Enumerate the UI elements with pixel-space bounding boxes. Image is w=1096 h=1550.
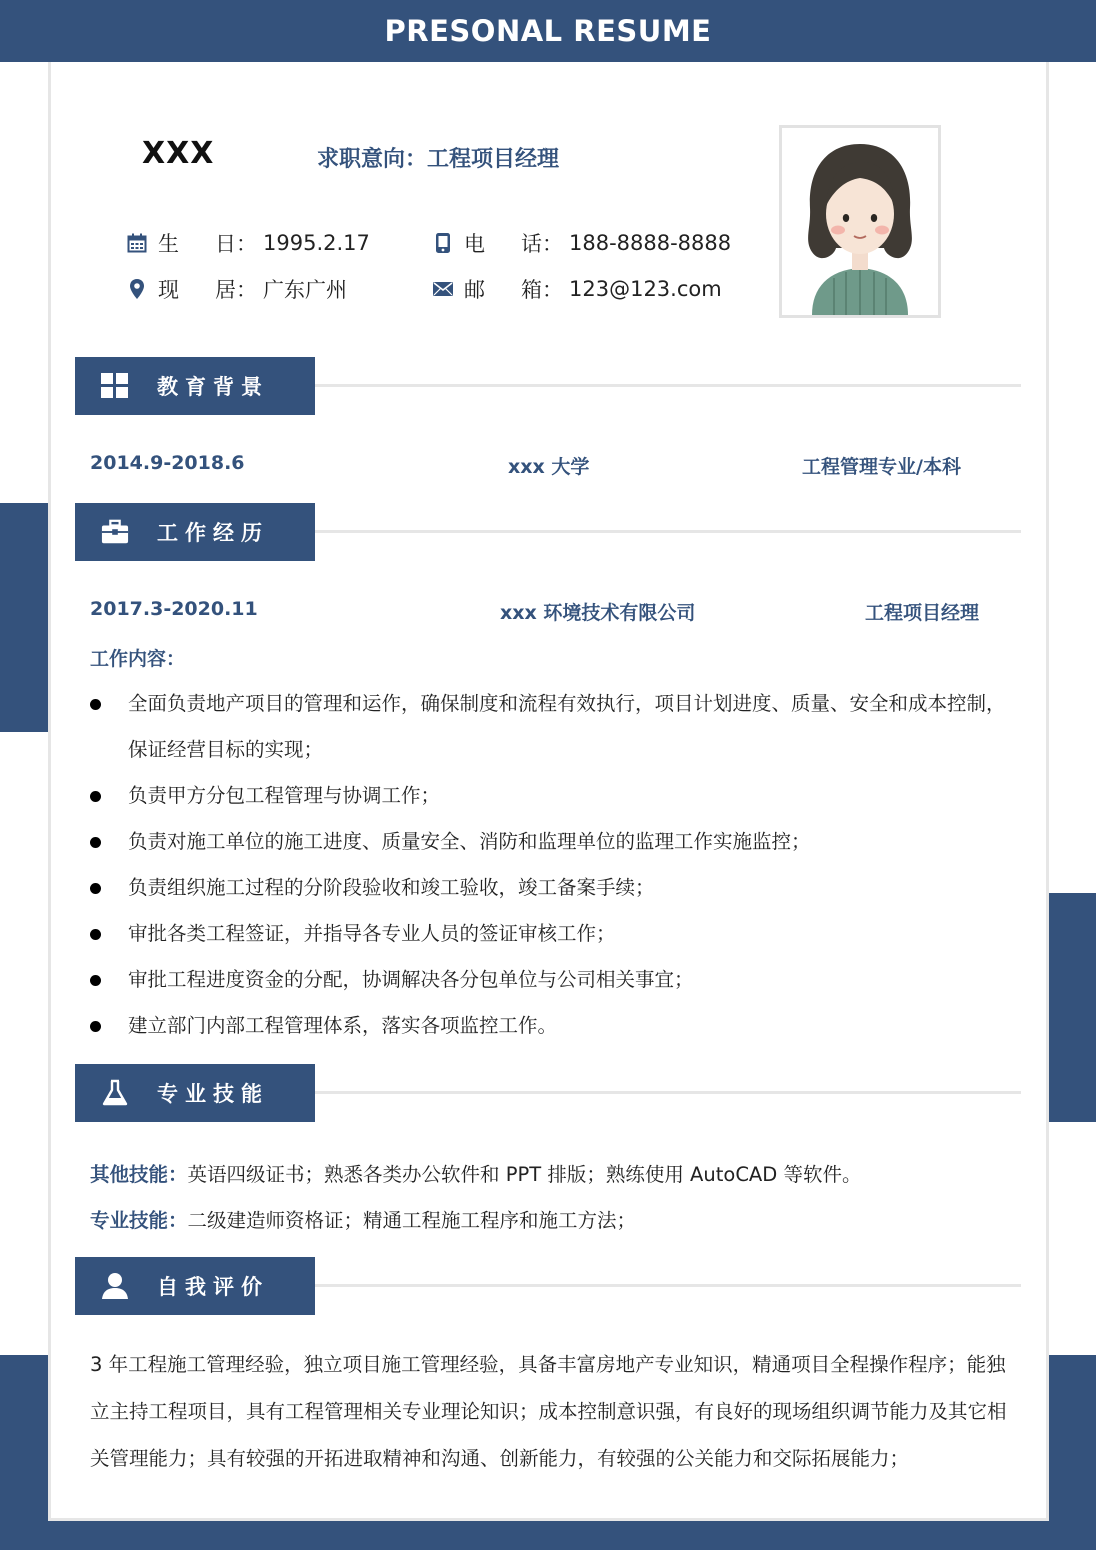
flask-icon — [101, 1079, 129, 1107]
bullet-icon — [90, 837, 101, 848]
phone-icon — [432, 232, 454, 254]
list-item: 负责甲方分包工程管理与协调工作； — [90, 773, 1020, 819]
work-position: 工程项目经理 — [865, 602, 980, 624]
section-skills-header — [75, 1064, 315, 1122]
section-divider — [315, 1091, 1021, 1094]
resume-banner: PRESONAL RESUME — [0, 0, 1096, 62]
skills-pro-text: 二级建造师资格证；精通工程施工程序和施工方法； — [187, 1209, 637, 1232]
section-divider — [315, 530, 1021, 533]
bullet-icon — [90, 1021, 101, 1032]
list-item: 审批各类工程签证，并指导各专业人员的签证审核工作； — [90, 911, 1020, 957]
section-self-header — [75, 1257, 315, 1315]
skills-other — [90, 1159, 862, 1187]
section-title: 自我评价 — [157, 1275, 269, 1299]
bullet-icon — [90, 975, 101, 986]
list-item: 全面负责地产项目的管理和运作，确保制度和流程有效执行，项目计划进度、质量、安全和成本控制，保证经营目标的实现； — [90, 681, 1020, 773]
section-work-header — [75, 503, 315, 561]
education-major: 工程管理专业/本科 — [802, 456, 961, 478]
info-birthday: 生日 ： 1995.2.17 — [126, 228, 370, 258]
info-label: 电话 — [464, 232, 542, 256]
section-divider — [315, 384, 1021, 387]
left-accent-block — [0, 503, 48, 732]
user-icon — [101, 1272, 129, 1300]
list-item: 负责对施工单位的施工进度、质量安全、消防和监理单位的监理工作实施监控； — [90, 819, 1020, 865]
section-title: 工作经历 — [157, 521, 269, 545]
section-title: 教育背景 — [157, 375, 269, 399]
skills-pro — [90, 1205, 636, 1233]
list-item: 负责组织施工过程的分阶段验收和竣工验收，竣工备案手续； — [90, 865, 1020, 911]
work-company: xxx 环境技术有限公司 — [500, 602, 696, 624]
calendar-icon — [126, 233, 148, 253]
info-value: 188-8888-8888 — [569, 231, 732, 255]
info-label: 生日 — [158, 232, 236, 256]
section-divider — [315, 1284, 1021, 1287]
job-objective: 求职意向：工程项目经理 — [317, 147, 560, 172]
info-residence: 现居 ： 广东广州 — [126, 274, 347, 304]
skills-other-label: 其他技能： — [90, 1163, 188, 1186]
info-email: 邮箱 ： 123@123.com — [432, 274, 722, 304]
list-item: 审批工程进度资金的分配，协调解决各分包单位与公司相关事宜； — [90, 957, 1020, 1003]
profile-photo — [779, 125, 941, 318]
info-phone: 电话 ： 188-8888-8888 — [432, 228, 731, 258]
work-period: 2017.3-2020.11 — [90, 598, 258, 620]
briefcase-icon — [101, 518, 129, 546]
info-value: 1995.2.17 — [263, 231, 370, 255]
work-content-label: 工作内容： — [90, 648, 186, 670]
bullet-icon — [90, 883, 101, 894]
mail-icon — [432, 281, 454, 297]
section-title: 专业技能 — [157, 1082, 269, 1106]
info-value: 123@123.com — [569, 277, 722, 301]
bullet-icon — [90, 699, 101, 710]
candidate-name: XXX — [142, 136, 215, 171]
skills-other-text: 英语四级证书；熟悉各类办公软件和 PPT 排版；熟练使用 AutoCAD 等软件。 — [187, 1163, 862, 1186]
grid-icon — [101, 372, 129, 400]
info-value: 广东广州 — [263, 278, 347, 302]
skills-pro-label: 专业技能： — [90, 1209, 188, 1232]
bullet-icon — [90, 929, 101, 940]
self-evaluation-text: 3 年工程施工管理经验，独立项目施工管理经验，具备丰富房地产专业知识，精通项目全程操作程序；能独立主持工程项目，具有工程管理相关专业理论知识；成本控制意识强，有良好的现场组织调节能力及其它相关管理能力；具有较强的开拓进取精神和沟通、创新能力，有较强的公关能力和交际拓展能力； — [90, 1353, 1007, 1470]
info-label: 邮箱 — [464, 278, 542, 302]
info-label: 现居 — [158, 278, 236, 302]
education-school: xxx 大学 — [508, 456, 590, 478]
list-item: 建立部门内部工程管理体系，落实各项监控工作。 — [90, 1003, 1020, 1049]
avatar-illustration — [782, 128, 938, 315]
location-icon — [126, 278, 148, 300]
bullet-icon — [90, 791, 101, 802]
right-accent-block — [1048, 893, 1096, 1122]
section-education-header — [75, 357, 315, 415]
education-period: 2014.9-2018.6 — [90, 452, 245, 474]
